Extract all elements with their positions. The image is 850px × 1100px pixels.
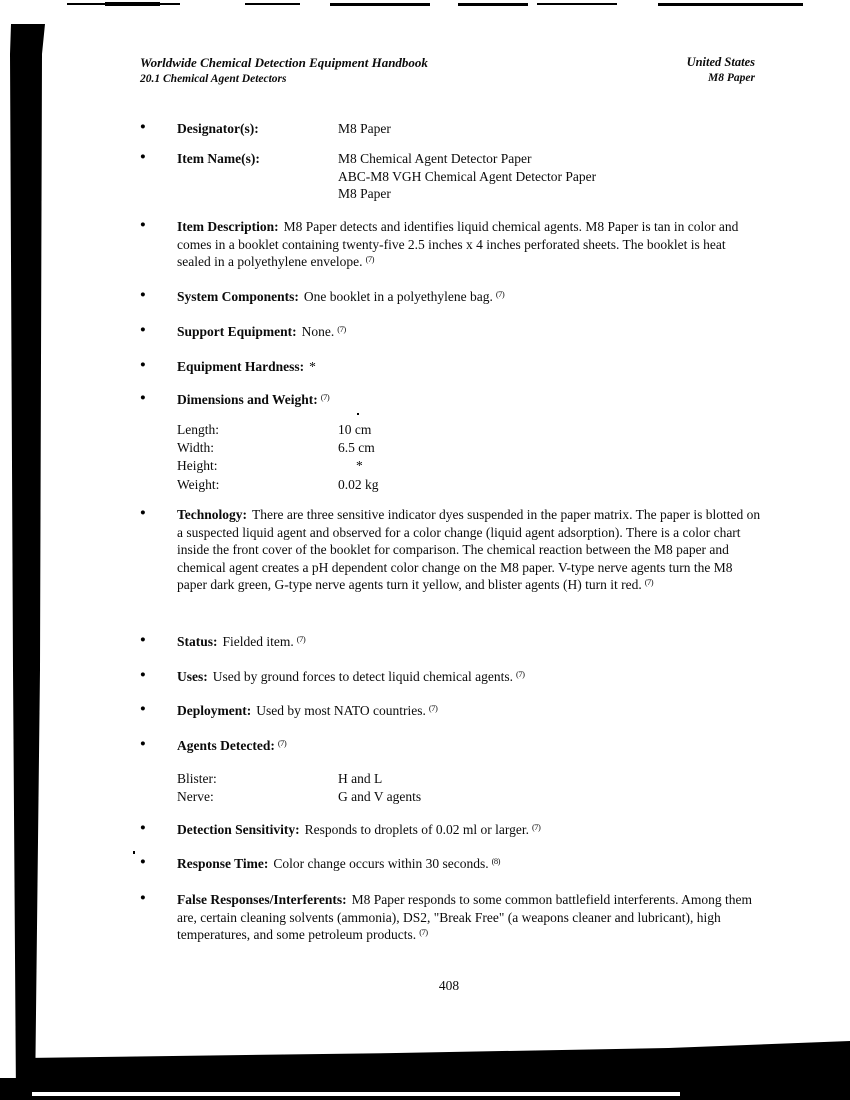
field-value-list xyxy=(338,150,761,203)
bullet-icon: ● xyxy=(140,738,146,749)
field-label: Designator(s): xyxy=(177,121,259,136)
dimension-row xyxy=(177,476,737,494)
bullet-icon: ● xyxy=(140,289,146,300)
dimension-key: Length: xyxy=(177,422,219,437)
footnote-ref: (7) xyxy=(428,703,438,713)
footnote-ref: (7) xyxy=(516,669,525,679)
scan-artifact-speck xyxy=(357,413,359,415)
field-label: Deployment: xyxy=(177,703,252,718)
field-text: One booklet in a polyethylene bag. xyxy=(303,289,493,304)
item-label: M8 Paper xyxy=(708,72,755,84)
dimension-row xyxy=(177,457,737,475)
field-text: Responds to droplets of 0.02 ml or larger. xyxy=(304,822,529,837)
field-deployment xyxy=(139,702,759,720)
field-item-names xyxy=(139,150,759,203)
field-value: M8 Paper xyxy=(338,121,391,136)
footnote-ref: (7) xyxy=(495,289,505,299)
agent-value: H and L xyxy=(338,771,383,786)
bullet-icon: ● xyxy=(140,822,146,833)
scan-artifact-bottom-corner xyxy=(0,1078,30,1100)
footnote-ref: (7) xyxy=(365,254,374,264)
bullet-icon: ● xyxy=(140,507,146,518)
item-name-line: M8 Chemical Agent Detector Paper xyxy=(338,151,532,166)
field-label: Item Name(s): xyxy=(177,151,260,166)
scan-artifact-bottom-band xyxy=(25,1040,850,1100)
field-label: Uses: xyxy=(177,669,208,684)
bullet-icon: ● xyxy=(140,359,146,370)
page-number: 408 xyxy=(438,978,460,993)
field-text: Used by ground forces to detect liquid chemical agents. xyxy=(212,669,514,684)
field-uses xyxy=(139,668,759,686)
scan-artifact-dash xyxy=(658,3,803,6)
chapter-title: 20.1 Chemical Agent Detectors xyxy=(140,73,287,85)
field-text: Used by most NATO countries. xyxy=(256,703,426,718)
handbook-title: Worldwide Chemical Detection Equipment Handbook xyxy=(140,55,428,70)
agent-row xyxy=(177,788,737,806)
item-name-line: ABC-M8 VGH Chemical Agent Detector Paper xyxy=(338,168,597,184)
field-detection-sensitivity xyxy=(139,821,759,839)
bullet-icon: ● xyxy=(140,392,146,403)
field-text: Fielded item. xyxy=(222,634,294,649)
dimension-value: 0.02 kg xyxy=(338,476,379,492)
scan-artifact-dash xyxy=(330,3,430,6)
dimension-row xyxy=(177,421,737,439)
bullet-icon: ● xyxy=(140,669,146,680)
field-label: Item Description: xyxy=(177,219,279,234)
agent-key: Nerve: xyxy=(177,789,214,805)
field-label: Response Time: xyxy=(177,856,269,871)
field-label: Detection Sensitivity: xyxy=(177,822,300,837)
field-text: M8 Paper detects and identifies liquid chemical agents. M8 Paper is tan in color and comes in a booklet containing twenty-five 2.5 inches x 4 inches perforated sheets. The booklet is heat sealed in a polyethylene envelope. xyxy=(177,219,739,269)
field-label: False Responses/Interferents: xyxy=(177,892,347,907)
bullet-icon: ● xyxy=(140,856,146,867)
field-text: * xyxy=(309,359,316,374)
dimension-value: 10 cm xyxy=(338,422,372,437)
item-name-line: M8 Paper xyxy=(338,186,391,201)
field-text: Color change occurs within 30 seconds. xyxy=(273,856,489,871)
country-label: United States xyxy=(686,55,755,69)
footnote-ref: (7) xyxy=(320,392,330,402)
field-label: Support Equipment: xyxy=(177,324,297,339)
field-support-equipment xyxy=(139,323,759,341)
header-right xyxy=(687,55,755,85)
field-text: None. xyxy=(301,324,335,339)
agent-value: G and V agents xyxy=(338,789,422,805)
field-label: Dimensions and Weight: xyxy=(177,392,318,407)
bullet-icon: ● xyxy=(140,703,146,714)
scan-artifact-spine-bar xyxy=(9,24,46,1100)
field-designator xyxy=(139,120,759,138)
field-system-components xyxy=(139,288,759,306)
agent-row xyxy=(177,770,737,788)
bullet-icon: ● xyxy=(140,219,146,230)
bullet-icon: ● xyxy=(140,892,146,903)
dimension-key: Weight: xyxy=(177,476,220,492)
footnote-ref: (7) xyxy=(296,634,306,644)
agents-table xyxy=(177,770,737,806)
field-label: Agents Detected: xyxy=(177,738,275,753)
field-label: Equipment Hardness: xyxy=(177,359,305,374)
field-false-responses xyxy=(139,891,759,944)
field-label: Technology: xyxy=(177,507,248,522)
field-response-time xyxy=(139,855,759,873)
bullet-icon: ● xyxy=(140,121,146,132)
field-equipment-hardness xyxy=(139,358,759,376)
dimension-key: Width: xyxy=(177,440,214,456)
scan-artifact-dash xyxy=(458,3,528,6)
footnote-ref: (7) xyxy=(337,324,346,334)
footnote-ref: (7) xyxy=(644,577,654,587)
scan-artifact-dash xyxy=(245,3,300,5)
dimension-key: Height: xyxy=(177,458,218,474)
field-dimensions-weight xyxy=(139,391,759,409)
header-left xyxy=(140,55,428,86)
footnote-ref: (8) xyxy=(491,856,501,866)
agent-key: Blister: xyxy=(177,771,217,786)
footnote-ref: (7) xyxy=(277,738,287,748)
field-text: M8 Paper responds to some common battlefield interferents. Among them are, certain cleaning solvents (ammonia), DS2, "Break Free" (a weapons cleaner and lubricant), high temperatures, and some petroleum products. xyxy=(177,892,753,942)
scan-artifact-dash xyxy=(105,2,160,6)
dimensions-table xyxy=(177,421,737,494)
scan-artifact-dash xyxy=(537,3,617,5)
field-technology xyxy=(139,506,759,594)
bullet-icon: ● xyxy=(140,151,146,162)
scan-artifact-speck xyxy=(133,851,135,854)
footnote-ref: (7) xyxy=(419,927,428,937)
field-label: System Components: xyxy=(177,289,299,304)
field-item-description xyxy=(139,218,759,271)
dimension-value: 6.5 cm xyxy=(338,440,375,456)
dimension-row xyxy=(177,439,737,457)
scan-artifact-white-strip xyxy=(32,1092,680,1096)
field-label: Status: xyxy=(177,634,218,649)
field-text: There are three sensitive indicator dyes suspended in the paper matrix. The paper is blotted on a suspected liquid agent and observed for a color change (liquid agent adsorption). There is a color chart inside the front cover of the booklet for comparison. The chemical reaction between the M8 paper and chemical agent creates a pH dependent color change on the M8 paper. V-type nerve agents turn the M8 paper dark green, G-type nerve agents turn it yellow, and blister agents (H) turn it red. xyxy=(177,507,761,592)
dimension-value: * xyxy=(356,458,363,474)
footnote-ref: (7) xyxy=(531,822,541,832)
field-agents-detected xyxy=(139,737,759,755)
bullet-icon: ● xyxy=(140,324,146,335)
bullet-icon: ● xyxy=(140,634,146,645)
field-status xyxy=(139,633,759,651)
